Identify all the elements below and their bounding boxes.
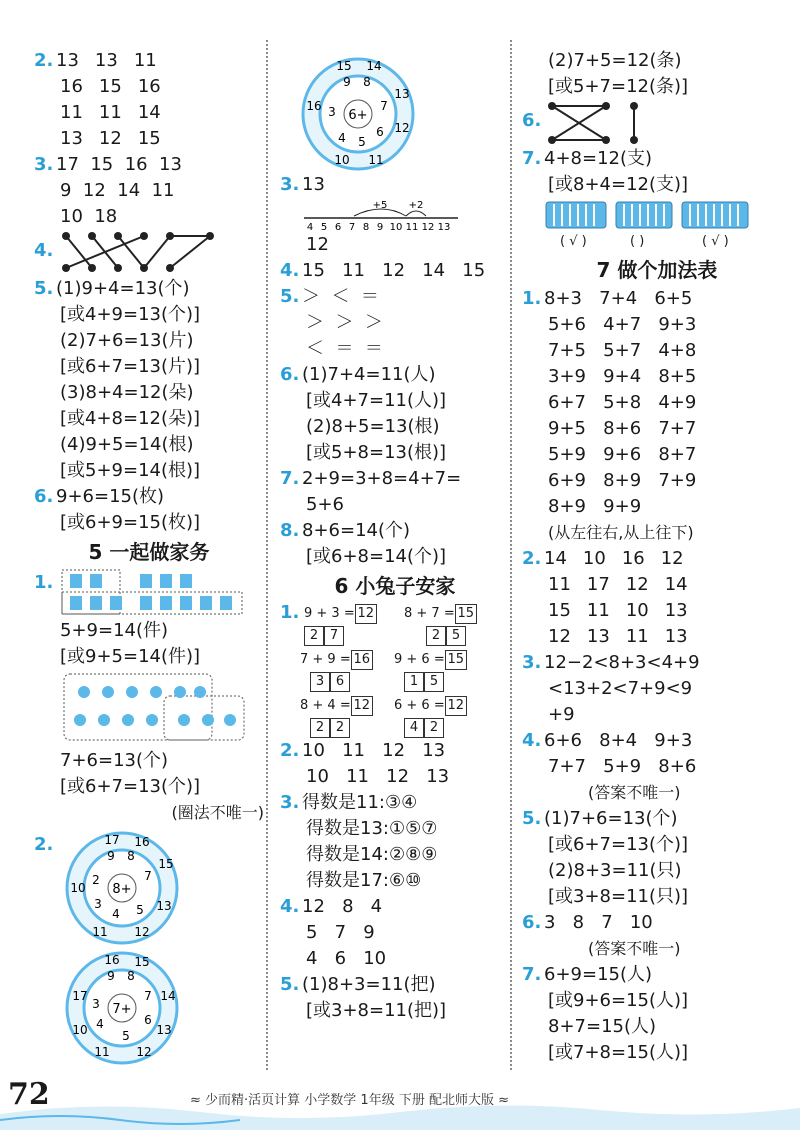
q6-figure: 6. [522,100,792,146]
s7q1-row: 5+9 9+6 8+7 [548,444,697,465]
tick-label: 4 [306,222,314,232]
wheel-outer: 12 [134,925,150,939]
wheel-outer: 10 [72,1023,88,1037]
wheel-inner: 8 [127,849,135,863]
s7q1-note: (从左往右,从上往下) [548,523,694,542]
q2-row: 11 11 14 [60,102,161,123]
s6q4-line: 5 7 9 [306,922,375,943]
s7q7-line: 7. 6+9=15(人) [522,964,653,985]
s7q3-line: +9 [548,704,575,725]
wheel-outer: 13 [156,899,172,913]
s7q3-line: 3. 12−2<8+3<4+9 [522,652,700,673]
q6-line: [或4+7=11(人)] [306,390,447,411]
s7q6-line: 6. 3 8 7 10 [522,912,653,933]
s7q5-line: [或6+7=13(个)] [548,834,689,855]
lines-figure [546,100,656,146]
tick-label: 8 [362,222,370,232]
wheel-outer: 14 [366,59,382,73]
s7q2-row: 11 17 12 14 [548,574,688,595]
tick-label: 11 [405,222,419,232]
column-2 [280,48,510,1024]
s5q1-line: [或9+5=14(件)] [60,646,201,667]
q3-row: 3. 17 15 16 13 [34,154,182,175]
tick-label: 7 [348,222,356,232]
footer-text: ≈ 少而精·活页计算 小学数学 1年级 下册 配北师大版 ≈ [190,1093,509,1108]
s7q1-row: 7+5 5+7 4+8 [548,340,697,361]
matching-lines-figure [60,230,220,276]
column-divider [510,40,512,1070]
wheel-inner: 6 [144,1013,152,1027]
wheel-outer: 10 [70,881,86,895]
q6-line: 6. (1)7+4=11(人) [280,364,436,385]
column-divider [266,40,268,1070]
clothes-figure [60,568,260,618]
continued-line: (2)7+5=12(条) [548,50,682,71]
q5-line: [或4+9=13(个)] [60,304,201,325]
s7q1-row: 1. 8+3 7+4 6+5 [522,288,693,309]
s7q4-line: 4. 6+6 8+4 9+3 [522,730,693,751]
s5q2-wheel-2 [34,950,264,1068]
pencil-boxes-figure [542,198,752,232]
split-eq: 8 + 4 = 12 2 2 [300,694,390,738]
q4-line: 4. 15 11 12 14 15 [280,260,486,281]
q5-line: 5. (1)9+4=13(个) [34,278,190,299]
wheel-outer: 16 [306,99,322,113]
q3-row: 9 12 14 11 [60,180,175,201]
split-eq: 8 + 7 = 15 2 5 [404,602,494,646]
wheel-outer: 11 [94,1045,110,1059]
s6q3-line: 得数是17:⑥⑩ [306,870,422,891]
s6q5-line: [或3+8=11(把)] [306,1000,447,1021]
s5q1-figure-1: 1. [34,568,264,618]
wheel-center: 8+ [112,882,132,897]
tick-label: 12 [421,222,435,232]
q2-row: 16 15 16 [60,76,161,97]
s7q1-row: 9+5 8+6 7+7 [548,418,697,439]
q5-line: (3)8+4=12(朵) [60,382,194,403]
wheel-inner: 3 [92,997,100,1011]
s7q7-line: [或7+8=15(人)] [548,1042,689,1063]
q5-line: ＞ ＞ ＞ [306,312,383,333]
q5-line: [或4+8=12(朵)] [60,408,201,429]
hangers-figure [60,670,260,746]
split-eq: 9 + 3 = 12 2 7 [304,602,394,646]
section-title-7: 7 做个加法表 [596,258,718,282]
q5-line: 5. ＞ ＜ ＝ [280,286,379,307]
wheel-outer: 13 [394,87,410,101]
s7q3-line: <13+2<7+9<9 [548,678,693,699]
wheel-outer: 16 [134,835,150,849]
q2-row: 2. 13 13 11 [34,50,157,71]
tick-label: 6 [334,222,342,232]
s7q2-row: 2. 14 10 16 12 [522,548,684,569]
wheel-outer: 11 [368,153,384,167]
split-eq: 7 + 9 = 16 3 6 [300,648,390,692]
wheel-inner: 9 [107,969,115,983]
wheel-inner: 5 [136,903,144,917]
choice-2: ( ) [630,234,645,249]
section-title-6: 6 小兔子安家 [334,574,456,598]
choice-3: ( √ ) [702,234,729,249]
s6q5-line: 5. (1)8+3=11(把) [280,974,436,995]
wheel-inner: 3 [94,897,102,911]
wheel-outer: 12 [394,121,410,135]
wheel-outer: 17 [104,833,120,847]
s7q5-line: (2)8+3=11(只) [548,860,682,881]
wheel-inner: 8 [363,75,371,89]
wheel-outer: 17 [72,989,88,1003]
q6-line: [或6+9=15(枚)] [60,512,201,533]
s6q3-line: 得数是13:①⑤⑦ [306,818,438,839]
wheel-outer: 11 [92,925,108,939]
q8-line: [或6+8=14(个)] [306,546,447,567]
split-eq: 9 + 6 = 15 1 5 [394,648,484,692]
s5q2-wheel-1: 2. 8+ 9 8 7 5 4 3 2 17 16 15 13 12 11 10 [34,830,264,950]
number-wheel [64,830,180,946]
wheel-outer: 14 [160,989,176,1003]
q7-line: 7. 2+9=3+8=4+7= [280,468,462,489]
number-wheel [64,950,180,1066]
wheel-inner: 7 [380,99,388,113]
q3-line: 3. 13 [280,174,325,195]
wheel-inner: 6 [376,125,384,139]
s7q1-row: 6+7 5+8 4+9 [548,392,697,413]
wheel-outer: 12 [136,1045,152,1059]
q7-line: 7. 4+8=12(支) [522,148,653,169]
q3-answer: 12 [306,234,329,255]
wheel-outer: 15 [158,857,174,871]
wheel-center: 7+ [112,1002,132,1017]
s7q4-note: (答案不唯一) [588,783,681,802]
q5-line: (2)7+6=13(片) [60,330,194,351]
wheel-outer: 10 [334,153,350,167]
s5q1-figure-2 [34,670,264,748]
wheel-inner: 5 [122,1029,130,1043]
s7q2-row: 15 11 10 13 [548,600,688,621]
wheel-center: 6+ [348,108,368,123]
s7q5-line: 5. (1)7+6=13(个) [522,808,678,829]
tick-label: 5 [320,222,328,232]
s7q1-row: 3+9 9+4 8+5 [548,366,697,387]
s7q1-row: 6+9 8+9 7+9 [548,470,697,491]
column-1 [34,48,264,1068]
q7-line: 5+6 [306,494,344,515]
s7q7-line: [或9+6=15(人)] [548,990,689,1011]
choice-1: ( √ ) [560,234,587,249]
wheel-inner: 7 [144,869,152,883]
s5q1-line: 5+9=14(件) [60,620,169,641]
tick-label: 9 [376,222,384,232]
wheel-figure [280,48,510,168]
wheel-outer: 16 [104,953,120,967]
q2-row: 13 12 15 [60,128,161,149]
page-number: 72 [8,1077,50,1112]
wheel-inner: 4 [112,907,120,921]
column-3 [522,48,792,1066]
q6-line: [或5+8=13(根)] [306,442,447,463]
jump-label: +2 [408,200,424,211]
s6q2-line: 2. 10 11 12 13 [280,740,446,761]
wheel-inner: 4 [338,131,346,145]
jump-label: +5 [372,200,388,211]
q3-row: 10 18 [60,206,118,227]
wheel-inner: 2 [92,873,100,887]
wheel-inner: 7 [144,989,152,1003]
s7q5-line: [或3+8=11(只)] [548,886,689,907]
number-line-figure [302,198,462,232]
s5q1-line: [或6+7=13(个)] [60,776,201,797]
q7-figure [522,198,792,254]
s5q1-line: 7+6=13(个) [60,750,169,771]
s5q1-note: (圈法不唯一) [171,803,264,822]
section-title-5: 5 一起做家务 [88,540,210,564]
wheel-inner: 9 [107,849,115,863]
s6q3-line: 3. 得数是11:③④ [280,792,418,813]
q6-line: 6. 9+6=15(枚) [34,486,165,507]
tick-label: 10 [389,222,403,232]
s6q4-line: 4. 12 8 4 [280,896,383,917]
wheel-inner: 8 [127,969,135,983]
q6-line: (2)8+5=13(根) [306,416,440,437]
s7q1-row: 5+6 4+7 9+3 [548,314,697,335]
wheel-inner: 3 [328,105,336,119]
s6q3-line: 得数是14:②⑧⑨ [306,844,438,865]
wheel-inner: 9 [343,75,351,89]
s7q1-row: 8+9 9+9 [548,496,642,517]
wheel-inner: 4 [96,1017,104,1031]
wheel-outer: 15 [134,955,150,969]
continued-line: [或5+7=12(条)] [548,76,689,97]
wheel-outer: 13 [156,1023,172,1037]
s7q6-note: (答案不唯一) [588,939,681,958]
q5-line: [或6+7=13(片)] [60,356,201,377]
s6q2-line: 10 11 12 13 [306,766,450,787]
q4-matching: 4. [34,230,264,276]
q5-line: (4)9+5=14(根) [60,434,194,455]
s7q7-line: 8+7=15(人) [548,1016,657,1037]
s6q1-grid: 1. 9 + 3 = 12 2 7 8 + 7 = 15 2 5 7 + 9 = 16 3 6 9 + 6 = 15 1 5 8 + 4 = 12 2 2 6 + 6 = 12 4 2 [280,602,510,738]
q5-line: ＜ ＝ ＝ [306,338,383,359]
s7q4-line: 7+7 5+9 8+6 [548,756,697,777]
s7q2-row: 12 13 11 13 [548,626,688,647]
q7-line: [或8+4=12(支)] [548,174,689,195]
split-eq: 6 + 6 = 12 4 2 [394,694,484,738]
q5-line: [或5+9=14(根)] [60,460,201,481]
number-wheel [300,56,416,172]
wheel-outer: 15 [336,59,352,73]
q8-line: 8. 8+6=14(个) [280,520,411,541]
s6q4-line: 4 6 10 [306,948,387,969]
tick-label: 13 [437,222,451,232]
wheel-inner: 5 [358,135,366,149]
page-footer [0,1070,800,1130]
